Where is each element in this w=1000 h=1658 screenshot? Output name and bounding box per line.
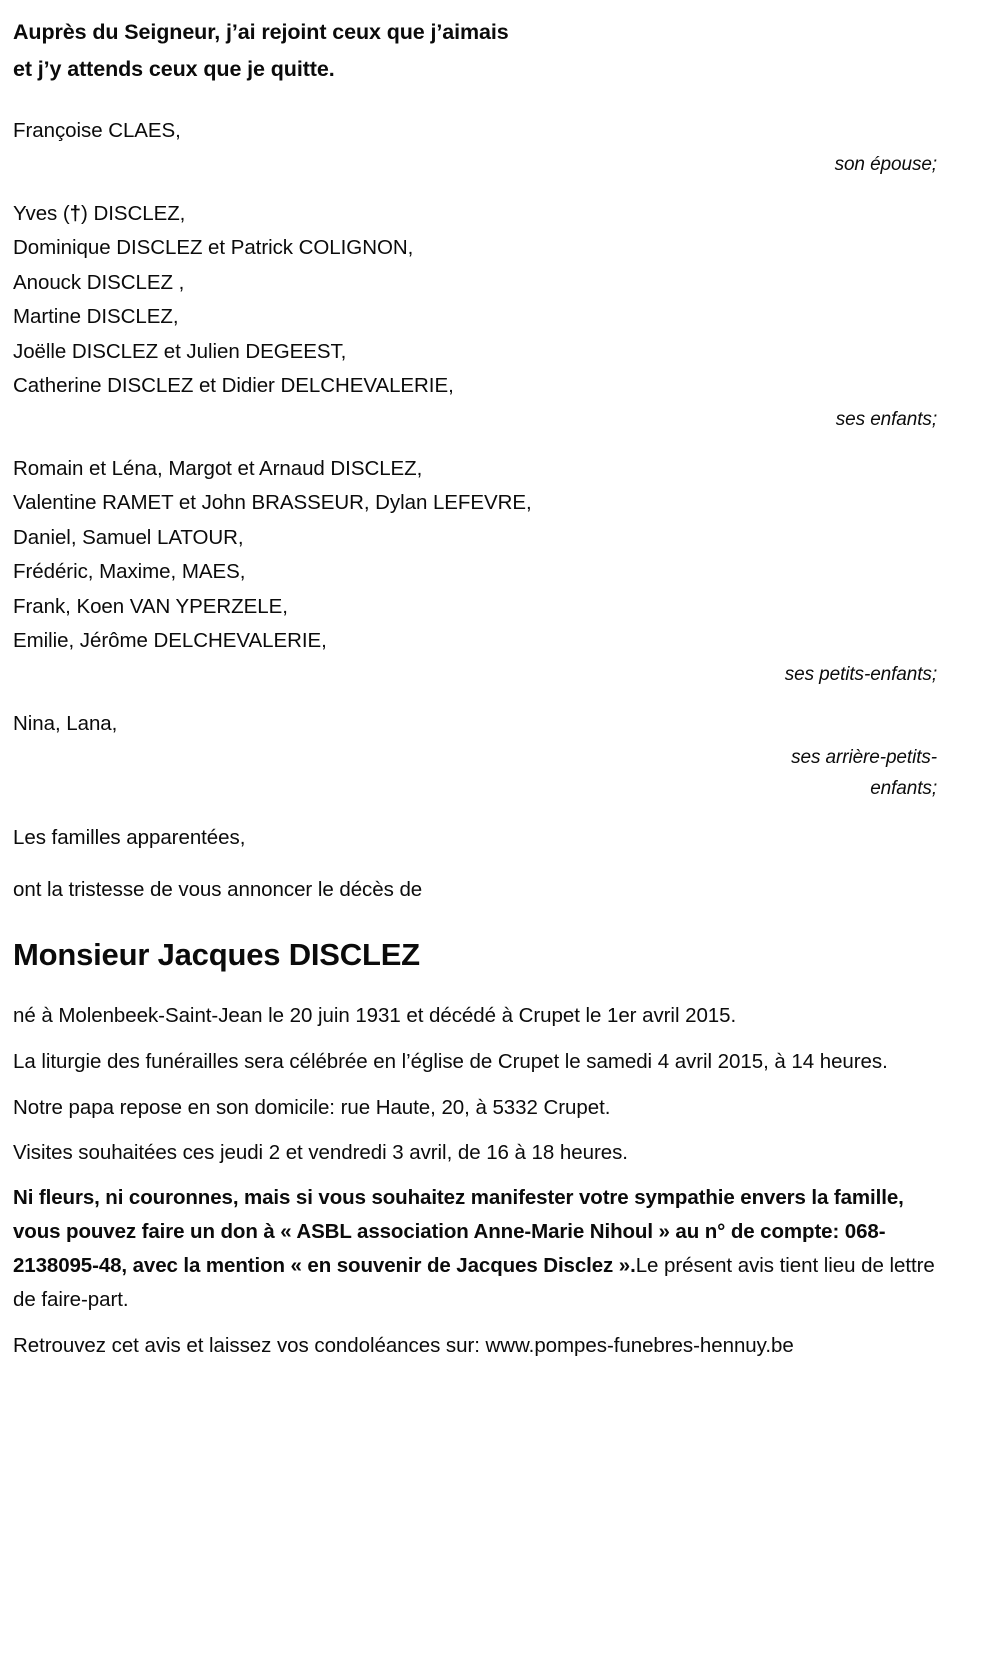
great-grandchildren-group: [13, 707, 940, 805]
child-name-prefix: Yves (: [13, 201, 70, 225]
relation-grandchildren: ses petits-enfants;: [784, 663, 937, 685]
child-name: Joëlle DISCLEZ et Julien DEGEEST,: [13, 339, 347, 363]
great-grandchild-name: Nina, Lana,: [13, 711, 118, 735]
relation-children: ses enfants;: [835, 408, 937, 430]
grandchildren-names: [13, 452, 940, 659]
relation-great-grandchildren: [13, 742, 940, 804]
child-name: Catherine DISCLEZ et Didier DELCHEVALERIE,: [13, 374, 454, 397]
epigraph-line-1: Auprès du Seigneur, j’ai rejoint ceux que j’aimais: [13, 20, 509, 44]
related-families: Les familles apparentées,: [13, 826, 246, 849]
announcement-line: ont la tristesse de vous annoncer le décès de: [13, 877, 423, 901]
donation-regular-text: Le présent avis tient lieu de lettre de faire-part.: [13, 1254, 935, 1311]
epigraph: [13, 14, 940, 88]
spouse-names: [13, 114, 940, 149]
spouse-name: Françoise CLAES,: [13, 119, 181, 142]
grandchild-name: Romain et Léna, Margot et Arnaud DISCLEZ,: [13, 456, 423, 480]
child-name: Dominique DISCLEZ et Patrick COLIGNON,: [13, 236, 414, 259]
grandchildren-group: [13, 452, 940, 690]
spacer: [13, 856, 940, 873]
grandchild-name: Valentine RAMET et John BRASSEUR, Dylan LEFEVRE,: [13, 491, 532, 514]
repose-info: Notre papa repose en son domicile: rue Haute, 20, à 5332 Crupet.: [13, 1096, 611, 1119]
child-name: Anouck DISCLEZ ,: [13, 270, 185, 294]
spacer: [13, 808, 940, 821]
grandchild-name: Frank, Koen VAN YPERZELE,: [13, 594, 288, 618]
deceased-name: Monsieur Jacques DISCLEZ: [13, 937, 420, 972]
child-name: Martine DISCLEZ,: [13, 305, 179, 328]
relation-line-1: ses arrière-petits-: [791, 747, 937, 768]
grandchild-name: Emilie, Jérôme DELCHEVALERIE,: [13, 629, 327, 652]
liturgy-info: La liturgie des funérailles sera célébrée en l’église de Crupet le samedi 4 avril 2015, à 14 heures.: [13, 1050, 888, 1073]
children-group: [13, 197, 940, 435]
spacer: [13, 694, 940, 707]
child-name-suffix: ) DISCLEZ,: [81, 201, 186, 225]
spacer: [13, 184, 940, 197]
visits-info: Visites souhaitées ces jeudi 2 et vendredi 3 avril, de 16 à 18 heures.: [13, 1141, 628, 1164]
spacer: [13, 439, 940, 452]
grandchild-name: Daniel, Samuel LATOUR,: [13, 525, 244, 549]
relation-line-2: enfants;: [870, 778, 937, 799]
family-listing: [13, 114, 940, 907]
child-name-yves: [13, 197, 940, 232]
children-names: [13, 197, 940, 404]
grandchild-name: Frédéric, Maxime, MAES,: [13, 560, 246, 583]
birth-death-info: né à Molenbeek-Saint-Jean le 20 juin 1931 et décédé à Crupet le 1er avril 2015.: [13, 1004, 737, 1027]
donation-bold-text: Ni fleurs, ni couronnes, mais si vous souhaitez manifester votre sympathie envers la famille, vous pouvez faire un don à « ASBL association Anne-Marie Nihoul » au n° de compte: 068-2138095-48, avec la mention « en souvenir de Jacques Disclez ».: [13, 1186, 904, 1277]
donation-info: [13, 1181, 940, 1317]
relation-spouse: son épouse;: [834, 153, 937, 175]
epigraph-line-2: et j’y attends ceux que je quitte.: [13, 57, 335, 81]
spouse-group: [13, 114, 940, 180]
dagger-icon: †: [69, 201, 82, 225]
website-notice: Retrouvez cet avis et laissez vos condoléances sur: www.pompes-funebres-hennuy.be: [13, 1334, 794, 1357]
great-grandchildren-names: [13, 707, 940, 742]
